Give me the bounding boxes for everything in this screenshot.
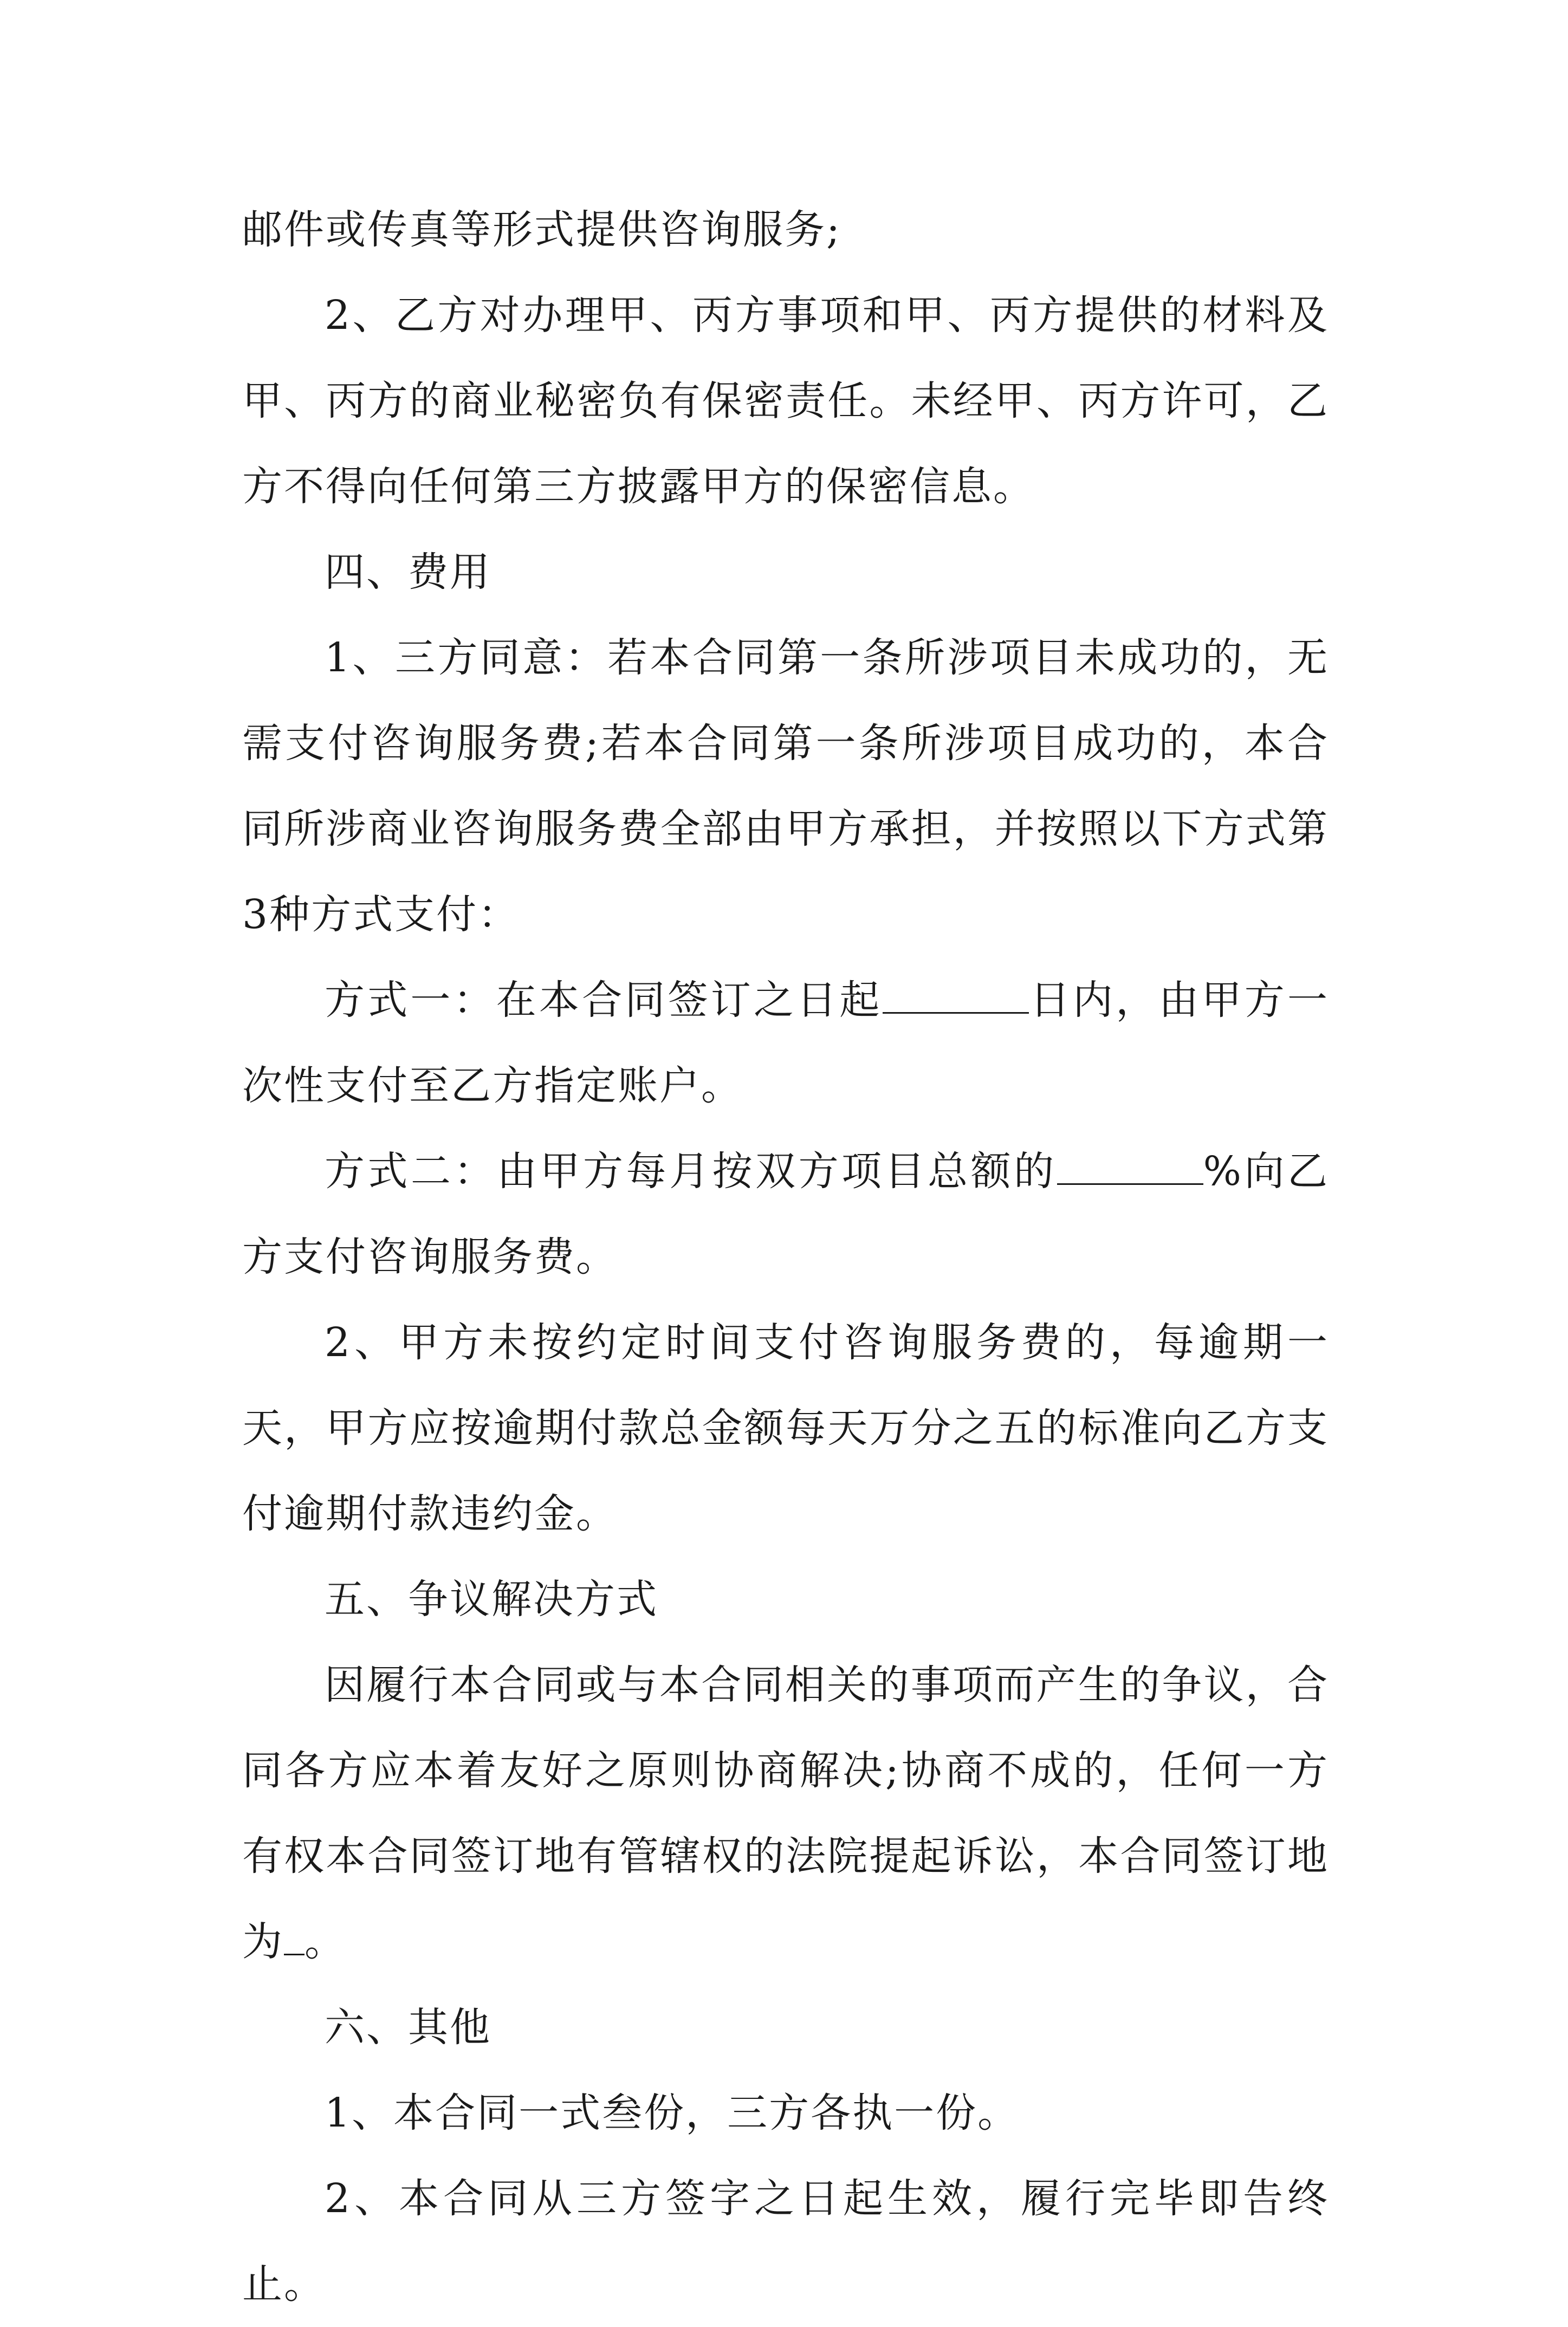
paragraph-copies: 1、本合同一式叁份，三方各执一份。 bbox=[325, 2090, 1020, 2136]
paragraph-fee-agreement: 1、三方同意：若本合同第一条所涉项目未成功的，无需支付咨询服务费;若本合同第一条所涉项目成功的，本合同所涉商业咨询服务费全部由甲方承担，并按照以下方式第3种方式支付： bbox=[242, 634, 1329, 938]
section-heading-other: 六、其他 bbox=[325, 2004, 491, 2051]
document-body bbox=[242, 187, 1329, 2327]
dispute-text-before: 因履行本合同或与本合同相关的事项而产生的争议，合同各方应本着友好之原则协商解决;协商不成的，任何一方有权本合同签订地有管辖权的法院提起诉讼，本合同签订地为 bbox=[242, 1662, 1329, 1965]
fill-in-blank-percentage bbox=[1057, 1151, 1203, 1185]
payment-method-2-text-after: %向乙方支付咨询服务费。 bbox=[242, 1148, 1329, 1280]
payment-method-1-text-before: 方式一：在本合同签订之日起 bbox=[325, 977, 883, 1023]
paragraph-effective-date: 2、本合同从三方签字之日起生效，履行完毕即告终止。 bbox=[242, 2175, 1329, 2307]
payment-method-1-text-after: 日内，由甲方一次性支付至乙方指定账户。 bbox=[242, 977, 1330, 1109]
paragraph-dispute-resolution bbox=[242, 1642, 1329, 1985]
payment-method-2-text-before: 方式二：由甲方每月按双方项目总额的 bbox=[325, 1148, 1057, 1195]
paragraph-late-payment: 2、甲方未按约定时间支付咨询服务费的，每逾期一天，甲方应按逾期付款总金额每天万分之五的标准向乙方支付逾期付款违约金。 bbox=[242, 1319, 1329, 1537]
paragraph-payment-method-2 bbox=[242, 1129, 1329, 1300]
fill-in-blank-days bbox=[883, 980, 1029, 1014]
paragraph-confidentiality: 2、乙方对办理甲、丙方事项和甲、丙方提供的材料及甲、丙方的商业秘密负有保密责任。未经甲、丙方许可，乙方不得向任何第三方披露甲方的保密信息。 bbox=[242, 292, 1329, 510]
fill-in-blank-signing-place bbox=[284, 1921, 304, 1955]
section-heading-dispute-resolution: 五、争议解决方式 bbox=[325, 1576, 658, 1623]
dispute-text-after: 。 bbox=[304, 1918, 346, 1965]
paragraph-payment-method-1 bbox=[242, 957, 1329, 1129]
section-heading-fees: 四、费用 bbox=[325, 549, 491, 595]
paragraph-consulting-forms: 邮件或传真等形式提供咨询服务; bbox=[242, 206, 841, 253]
